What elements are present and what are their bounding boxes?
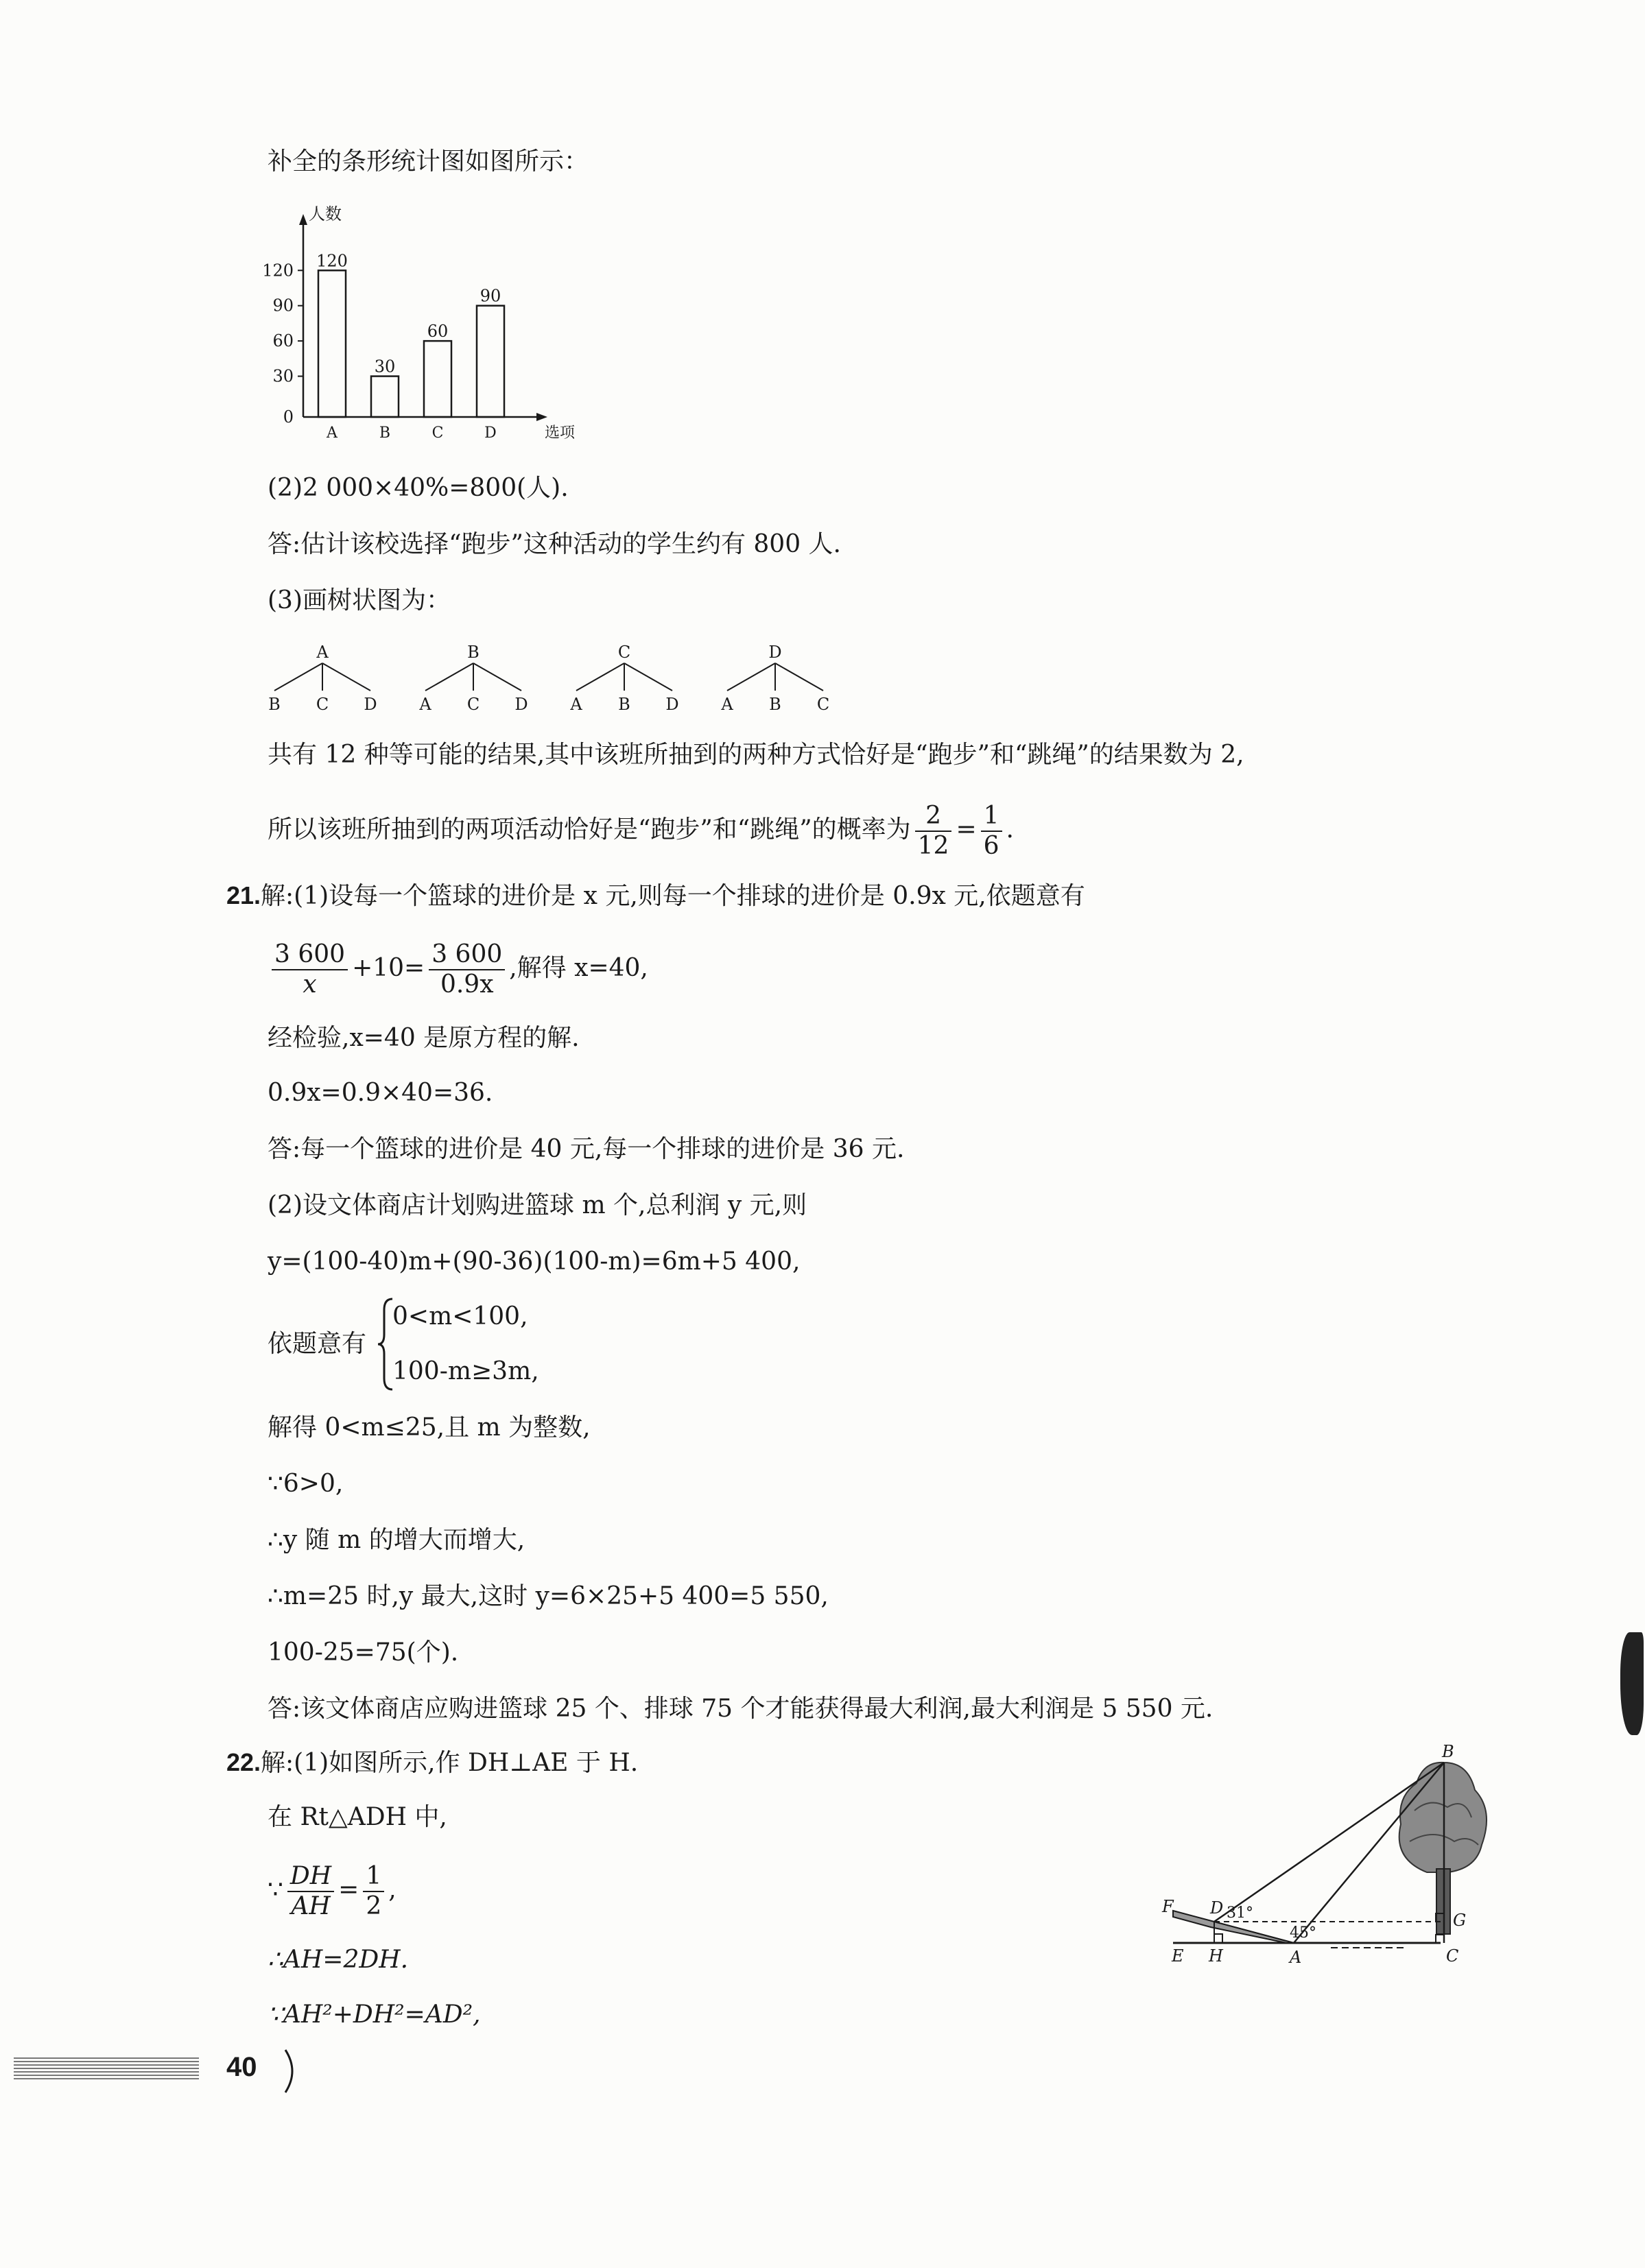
frac-denominator: AH [291,1892,331,1920]
result-text: 共有 12 种等可能的结果,其中该班所抽到的两种方式恰好是“跑步”和“跳绳”的结果数为 2, [268,741,1244,769]
x-axis-label: 选项 [545,425,576,442]
tree-icon [1399,1763,1487,1934]
category-label: D [484,425,497,442]
q21-part2-intro: (2)设文体商店计划购进篮球 m 个,总利润 y 元,则 [268,1191,807,1219]
q21-solve: 解得 0<m≤25,且 m 为整数, [268,1413,591,1442]
q21-because: ∵6>0, [268,1470,344,1498]
system-label: 依题意有 [268,1330,367,1358]
part3-intro: (3)画树状图为： [268,586,451,614]
probability-text: 所以该班所抽到的两项活动恰好是“跑步”和“跳绳”的概率为 [268,815,911,844]
label-D: D [1210,1898,1224,1918]
comma: , [388,1876,397,1904]
y-tick-label: 0 [283,407,294,427]
tree-branch [727,663,775,691]
tree-leaf-label: D [364,695,377,714]
tree-branch [425,663,473,691]
q21-calc: 0.9x=0.9×40=36. [268,1079,493,1107]
tree-leaf-label: D [665,695,679,714]
ratio-fraction-2 [363,1862,384,1921]
q22-text: 解:(1)如图所示,作 DH⊥AE 于 H. [261,1749,639,1777]
frac-denominator: 0.9x [440,970,494,999]
scan-edge-mark [1620,1632,1644,1735]
label-F: F [1162,1897,1174,1916]
tree-leaf-label: C [466,695,480,714]
because-symbol: ∵ [268,1876,283,1904]
y-axis-arrow-icon [299,214,307,225]
tree-root-label: D [768,643,782,662]
tree-leaf-label: B [268,695,281,714]
equation-fraction-1 [272,940,348,999]
q22-line1 [226,1746,638,1780]
tree-diagram [261,641,878,717]
tree-branch [274,663,322,691]
label-B: B [1442,1742,1454,1761]
q21-check: 经检验,x=40 是原方程的解. [268,1024,580,1052]
tree-leaf-label: C [816,695,830,714]
q22-pythagoras: ∵AH²+DH²=AD², [268,2001,481,2029]
page-number-bracket [281,2047,302,2095]
tree-branch [473,663,521,691]
bar-value-label: 30 [374,357,396,377]
label-A: A [1290,1948,1302,1967]
probability-fraction-1 [915,802,952,861]
equation-tail: ,解得 x=40, [509,954,648,982]
frac-numerator: DH [287,1862,334,1892]
tree-leaf-label: A [419,695,431,714]
probability-line [268,796,1014,864]
question-number: 22. [226,1748,261,1776]
q21-y-equation: y=(100-40)m+(90-36)(100-m)=6m+5 400, [268,1248,801,1276]
intro-text: 补全的条形统计图如图所示： [268,147,589,176]
frac-denominator: x [303,970,317,999]
bar-B [371,377,399,417]
label-E: E [1172,1946,1184,1966]
tree-leaf-label: C [316,695,329,714]
y-tick-label: 60 [272,331,294,351]
equals-sign: = [956,815,977,844]
footer-decoration [14,2057,199,2079]
label-H: H [1209,1946,1223,1966]
y-tick-label: 90 [272,296,294,315]
bar-A [318,270,346,417]
tree-root-label: B [467,643,480,662]
question-number: 21. [226,881,261,909]
q21-therefore2: ∴m=25 时,y 最大,这时 y=6×25+5 400=5 550, [268,1582,829,1610]
x-axis-arrow-icon [536,413,547,421]
q22-therefore: ∴AH=2DH. [268,1946,409,1974]
q21-therefore1: ∴y 随 m 的增大而增大, [268,1526,525,1554]
bar-chart [254,199,611,446]
tree-branch [775,663,823,691]
part2-calc: (2)2 000×40%=800(人). [268,474,569,502]
system-line1: 0<m<100, [392,1302,528,1330]
period: . [1006,815,1014,844]
angle-45-label: 45° [1290,1924,1316,1942]
category-label: B [379,425,391,442]
bar-C [424,341,451,417]
ratio-fraction-1 [287,1862,334,1921]
q22-line2: 在 Rt△ADH 中, [268,1803,447,1831]
equals-sign: = [338,1876,359,1904]
frac-numerator: 2 [915,802,952,832]
q21-answer2: 答:该文体商店应购进篮球 25 个、排球 75 个才能获得最大利润,最大利润是 5 550 元. [268,1695,1214,1723]
bar-value-label: 60 [427,322,449,342]
system-line2: 100-m≥3m, [392,1357,539,1385]
tree-leaf-label: A [570,695,582,714]
page-number: 40 [226,2052,257,2082]
tree-leaf-label: B [618,695,630,714]
probability-fraction-2 [981,802,1002,861]
frac-denominator: 2 [366,1892,382,1920]
category-label: C [431,425,444,442]
angle-31-label: 31° [1227,1905,1253,1922]
bar-value-label: 120 [316,251,348,271]
tree-branch [322,663,370,691]
equation-fraction-2 [429,940,505,999]
q21-equation [268,934,648,1003]
geometry-figure [1159,1742,1516,1968]
category-label: A [327,425,338,442]
q21-answer1: 答:每一个篮球的进价是 40 元,每一个排球的进价是 36 元. [268,1135,905,1163]
q21-calc2: 100-25=75(个). [268,1638,459,1667]
tree-leaf-label: A [721,695,733,714]
label-C: C [1446,1946,1459,1966]
q21-text: 解:(1)设每一个篮球的进价是 x 元,则每一个排球的进价是 0.9x 元,依题意有 [261,882,1085,910]
frac-numerator: 3 600 [272,940,348,970]
tree-branch [624,663,672,691]
frac-denominator: 12 [917,832,949,860]
q22-ratio [268,1856,397,1924]
tree-root-label: A [316,643,329,662]
y-tick-label: 120 [262,261,294,280]
y-axis-label: 人数 [309,204,342,224]
tree-leaf-label: B [769,695,781,714]
tree-branch [576,663,624,691]
frac-denominator: 6 [983,832,999,860]
frac-numerator: 1 [363,1862,384,1892]
tree-root-label: C [617,643,631,662]
y-tick-label: 30 [272,366,294,386]
label-G: G [1453,1911,1467,1930]
q21-line1 [226,879,1085,913]
bar-value-label: 90 [480,286,501,306]
equation-middle: +10= [352,954,425,982]
tree-leaf-label: D [514,695,528,714]
frac-numerator: 3 600 [429,940,505,970]
part2-answer: 答:估计该校选择“跑步”这种活动的学生约有 800 人. [268,530,841,558]
bar-D [477,306,504,417]
frac-numerator: 1 [981,802,1002,832]
